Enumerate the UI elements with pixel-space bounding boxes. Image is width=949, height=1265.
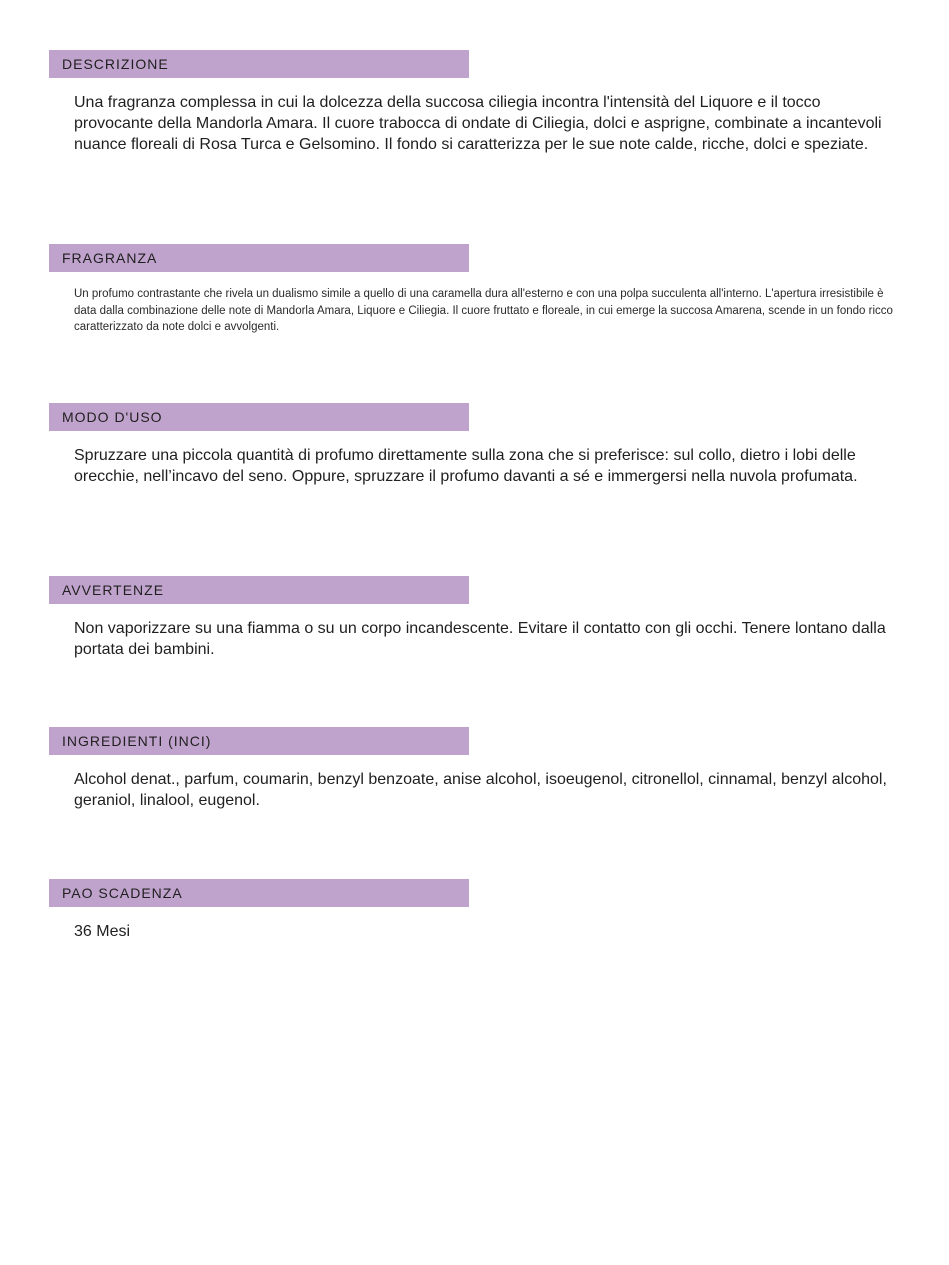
section-header: AVVERTENZE (49, 576, 469, 604)
section-fragranza (49, 244, 909, 336)
section-body (74, 769, 904, 811)
section-text: Una fragranza complessa in cui la dolcezza della succosa ciliegia incontra l'intensità del Liquore e il tocco provocante della Mandorla Amara. Il cuore trabocca di ondate di Ciliegia, dolci e asprigne, combinate a incantevoli nuance floreali di Rosa Turca e Gelsomino. Il fondo si caratterizza per le sue note calde, ricche, dolci e speziate. (74, 94, 882, 153)
section-descrizione (49, 50, 909, 155)
section-header: INGREDIENTI (INCI) (49, 727, 469, 755)
section-body (74, 618, 904, 660)
section-text: Spruzzare una piccola quantità di profumo direttamente sulla zona che si preferisce: sul collo, dietro i lobi delle orecchie, nell’incavo del seno. Oppure, spruzzare il profumo davanti a sé e immergersi nella nuvola profumata. (74, 447, 858, 485)
section-modo-uso (49, 403, 909, 487)
section-header: DESCRIZIONE (49, 50, 469, 78)
section-ingredienti (49, 727, 909, 811)
section-header: MODO D'USO (49, 403, 469, 431)
section-text: 36 Mesi (74, 923, 131, 940)
section-body (74, 286, 904, 336)
section-avvertenze (49, 576, 909, 660)
section-pao-scadenza (49, 879, 909, 942)
section-text: Alcohol denat., parfum, coumarin, benzyl benzoate, anise alcohol, isoeugenol, citronellol, cinnamal, benzyl alcohol, geraniol, linalool, eugenol. (74, 771, 887, 809)
section-text: Non vaporizzare su una fiamma o su un corpo incandescente. Evitare il contatto con gli occhi. Tenere lontano dalla portata dei bambini. (74, 620, 886, 658)
section-body (74, 92, 904, 155)
section-header: FRAGRANZA (49, 244, 469, 272)
section-body (74, 921, 904, 942)
section-text: Un profumo contrastante che rivela un dualismo simile a quello di una caramella dura all'esterno e con una polpa succulenta all'interno. L'apertura irresistibile è data dalla combinazione delle note di Mandorla Amara, Liquore e Ciliegia. Il cuore fruttato e floreale, in cui emerge la succosa Amarena, scende in un fondo ricco caratterizzato da note dolci e avvolgenti. (74, 288, 893, 333)
section-body (74, 445, 904, 487)
section-header: PAO SCADENZA (49, 879, 469, 907)
